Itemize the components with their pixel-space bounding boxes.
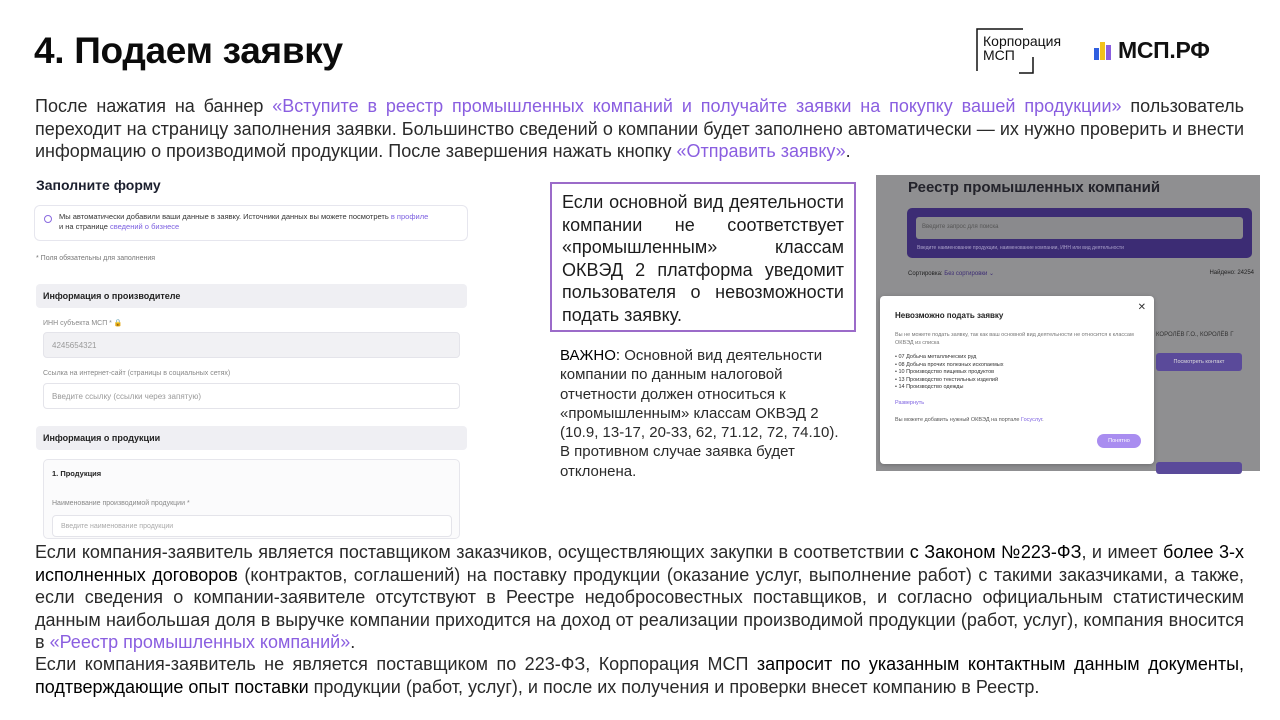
bottom1-text-4: . [350, 632, 356, 652]
product-card-title: 1. Продукция [52, 469, 102, 478]
cannot-apply-modal [880, 296, 1154, 464]
registry-heading: Реестр промышленных компаний [908, 179, 1161, 196]
okved-item: • 13 Производство текстильных изделий [895, 376, 999, 383]
modal-title: Невозможно подать заявку [895, 311, 1004, 320]
product-name-label: Наименование производимой продукции * [52, 500, 190, 507]
okved-item: • 10 Производство пищевых продуктов [895, 369, 995, 375]
info-text-1: Мы автоматически добавили ваши данные в заявку. Источники данных вы можете посмотреть [59, 212, 391, 221]
section-product: Информация о продукции [36, 426, 467, 450]
okved-item: • 14 Производство одежды [895, 384, 964, 390]
view-contact-button[interactable]: Посмотреть контакт [1156, 353, 1242, 371]
intro-text-3: . [845, 141, 851, 161]
sort-value[interactable]: Без сортировки ⌄ [944, 271, 995, 277]
korporaciya-logo-line1: Корпорация [983, 33, 1062, 49]
form-heading: Заполните форму [36, 177, 161, 193]
form-info-box [34, 205, 468, 241]
registry-side-button-2[interactable] [1156, 462, 1242, 474]
bottom2-text-1: Если компания-заявитель не является поставщиком по 223-ФЗ, Корпорация МСП [35, 654, 757, 674]
intro-button-name: «Отправить заявку» [676, 141, 846, 161]
bottom-paragraph-2 [35, 653, 1244, 698]
registry-search-bar [907, 208, 1252, 258]
modal-footer-end: . [1042, 417, 1044, 423]
okved-list [895, 354, 1003, 392]
inn-field: 4245654321 [43, 332, 460, 358]
registry-side-text: КОРОЛЁВ Г.О., КОРОЛЁВ Г [1156, 332, 1234, 338]
modal-description: Вы не можете подать заявку, так как ваш основной вид деятельности не относится к классам ОКВЭД из списка [895, 332, 1134, 346]
bottom1-text-1: Если компания-заявитель является поставщиком заказчиков, осуществляющих закупки в соответствии [35, 542, 910, 562]
site-input[interactable]: Введите ссылку (ссылки через запятую) [43, 383, 460, 409]
registry-name: «Реестр промышленных компаний» [49, 632, 351, 652]
profile-link[interactable]: в профиле [390, 212, 429, 221]
registry-search-hint: Введите наименование продукции, наименование компании, ИНН или вид деятельности [917, 245, 1124, 251]
bottom2-text-2: продукции (работ, услуг), и после их получения и проверки внесет компанию в Реестр. [308, 676, 1040, 697]
close-icon[interactable]: ✕ [1137, 302, 1146, 313]
product-card [43, 459, 460, 539]
application-form-screenshot [33, 173, 473, 530]
intro-text-1: После нажатия на баннер [35, 96, 273, 116]
business-info-link[interactable]: сведений о бизнесе [110, 222, 180, 231]
intro-paragraph [35, 95, 1244, 163]
gosuslugi-link[interactable]: Госуслуг [1021, 417, 1043, 423]
page-title: 4. Подаем заявку [34, 30, 343, 71]
registry-search-input[interactable]: Введите запрос для поиска [916, 217, 1243, 239]
law-223-text: с Законом №223-ФЗ [909, 542, 1082, 562]
bottom1-text-2: , и имеет [1081, 542, 1164, 562]
intro-text-2: пользователь переходит на страницу заполнения заявки. Большинство сведений о компании будет заполнено автоматически — их нужно проверить и внести информацию о производимой продукции. После завершения нажать кнопку [35, 96, 1244, 161]
section-manufacturer: Информация о производителе [36, 284, 467, 308]
info-icon [44, 215, 52, 223]
important-label: ВАЖНО: [560, 347, 621, 364]
msp-rf-mark-icon [1094, 42, 1112, 60]
bottom1-text-3: (контрактов, соглашений) на поставку продукции (оказание услуг, выполнение работ) с такими заказчиками, а также, если сведения о компании-заявителе отсутствуют в Реестре недобросовестных поставщиков, и согласно официальным статистическим данным наибольшая доля в выручке компании приходится на доход от реализации производимой продукции (работ, услуг), компания вносится в [35, 564, 1244, 652]
okved-item: • 08 Добыча прочих полезных ископаемых [895, 361, 1004, 368]
inn-label: ИНН субъекта МСП * 🔒 [43, 320, 123, 327]
msp-rf-logo [1094, 37, 1210, 64]
important-text: Основной вид деятельности компании по данным налоговой отчетности должен относиться к «промышленным» классам ОКВЭД 2 (10.9, 13-17, 20-33, 62, 71.12, 72, 74.10). В противном случае заявка будет отклонена. [560, 347, 839, 480]
site-label: Ссылка на интернет-сайт (страницы в социальных сетях) [43, 370, 231, 377]
intro-banner-name: «Вступите в реестр промышленных компаний и получайте заявки на покупку вашей продукции» [272, 96, 1122, 116]
ok-button[interactable]: Понятно [1097, 434, 1141, 448]
modal-footer-text: Вы можете добавить нужный ОКВЭД на портале [895, 417, 1021, 423]
sort-label: Сортировка: [908, 271, 945, 277]
modal-footer [895, 417, 1044, 423]
bottom-paragraph-1 [35, 541, 1244, 654]
okved-callout: Если основной вид деятельности компании не соответствует «промышленным» классам ОКВЭД 2 платформа уведомит пользователя о невозможности подать заявку. [550, 182, 856, 332]
product-name-input[interactable]: Введите наименование продукции [52, 515, 452, 537]
important-note [560, 346, 842, 481]
registry-found-count: Найдено: 24254 [1209, 270, 1254, 276]
okved-item: • 07 Добыча металлических руд [895, 354, 977, 360]
expand-link[interactable]: Развернуть [895, 400, 925, 406]
msp-rf-logo-text: МСП.РФ [1118, 37, 1210, 63]
korporaciya-msp-logo [975, 27, 1071, 75]
required-note: * Поля обязательны для заполнения [36, 255, 156, 262]
korporaciya-logo-line2: МСП [983, 47, 1015, 63]
contracts-count-text: более 3-х исполненных договоров [35, 542, 1244, 585]
registry-sort[interactable] [908, 270, 994, 277]
documents-request-text: запросит по указанным контактным данным документы, подтверждающие опыт поставки [35, 654, 1245, 697]
info-text-2: и на странице [59, 222, 110, 231]
